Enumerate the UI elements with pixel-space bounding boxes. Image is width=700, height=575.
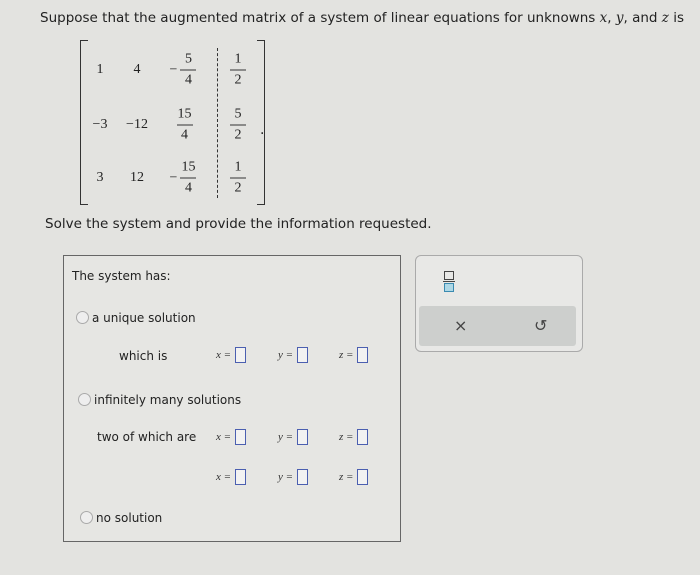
inf2-y: y = <box>278 469 308 485</box>
which-is-label: which is <box>119 349 168 363</box>
unique-x-input[interactable] <box>235 347 246 363</box>
infinitely-many-label[interactable]: infinitely many solutions <box>94 393 242 407</box>
no-solution-label[interactable]: no solution <box>96 511 163 525</box>
matrix-cell: 4 <box>133 62 141 77</box>
question-text: Suppose that the augmented matrix of a system of linear equations for unknowns x, y, and z is <box>40 10 684 26</box>
inf1-z: z = <box>339 429 368 445</box>
matrix-cell: − $\frac{5}{4}$ <box>158 52 208 89</box>
inf1-z-input[interactable] <box>357 429 368 445</box>
inf1-x: x = <box>216 429 246 445</box>
answer-box <box>63 255 401 542</box>
clear-button[interactable]: × <box>454 316 468 335</box>
inf2-y-input[interactable] <box>297 469 308 485</box>
matrix-cell: 3 <box>96 170 104 185</box>
unique-y-input[interactable] <box>297 347 308 363</box>
matrix-cell: 12 <box>130 170 144 185</box>
instruction-text: Solve the system and provide the information requested. <box>45 216 432 232</box>
unique-y: y = <box>278 347 308 363</box>
augmented-matrix <box>80 40 265 205</box>
matrix-cell: −3 <box>92 117 108 132</box>
undo-button[interactable]: ↺ <box>534 316 548 335</box>
radio-unique-solution[interactable] <box>76 311 89 324</box>
inf1-y-input[interactable] <box>297 429 308 445</box>
matrix-cell: 1 <box>96 62 104 77</box>
inf2-x-input[interactable] <box>235 469 246 485</box>
answer-heading: The system has: <box>72 269 171 283</box>
fraction-icon[interactable] <box>443 271 455 292</box>
matrix-cell: $\frac{1}{2}$ <box>218 160 258 197</box>
matrix-cell: − $\frac{15}{4}$ <box>169 159 196 196</box>
unique-x: x = <box>216 347 246 363</box>
inf1-y: y = <box>278 429 308 445</box>
matrix-period: . <box>260 122 265 138</box>
inf2-x: x = <box>216 469 246 485</box>
matrix-cell: −12 <box>126 117 148 132</box>
matrix-cell: $\frac{1}{2}$ <box>218 52 258 89</box>
inf1-x-input[interactable] <box>235 429 246 445</box>
radio-infinitely-many[interactable] <box>78 393 91 406</box>
matrix-cell: $\frac{5}{2}$ <box>218 107 258 144</box>
inf2-z-input[interactable] <box>357 469 368 485</box>
two-of-which-label: two of which are <box>97 430 197 444</box>
tool-panel <box>415 255 583 352</box>
inf2-z: z = <box>339 469 368 485</box>
matrix-cell: $\frac{15}{4}$ <box>177 106 192 143</box>
radio-no-solution[interactable] <box>80 511 93 524</box>
unique-solution-label[interactable]: a unique solution <box>92 311 196 325</box>
unique-z: z = <box>339 347 368 363</box>
unique-z-input[interactable] <box>357 347 368 363</box>
toolbar <box>419 306 576 346</box>
